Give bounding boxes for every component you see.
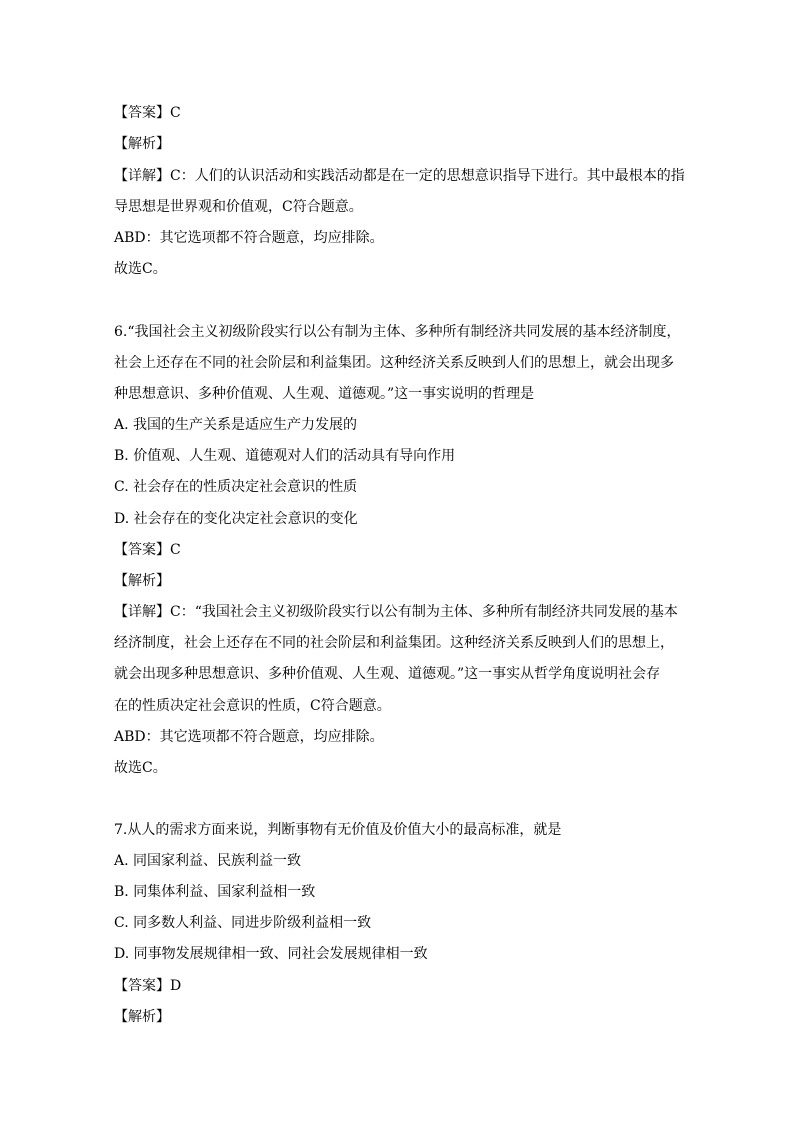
- q6-option-d: D. 社会存在的变化决定社会意识的变化: [114, 511, 358, 527]
- q7-option-b: B. 同集体利益、国家利益相一致: [114, 884, 316, 900]
- q5-choose-line: 故选C。: [114, 261, 167, 277]
- q6-stem-line-1: 6.“我国社会主义初级阶段实行以公有制为主体、多种所有制经济共同发展的基本经济制度，: [114, 324, 681, 340]
- q6-option-c: C. 社会存在的性质决定社会意识的性质: [114, 479, 358, 495]
- q6-option-a: A. 我国的生产关系是适应生产力发展的: [114, 417, 358, 433]
- q6-stem-line-2: 社会上还存在不同的社会阶层和利益集团。这种经济关系反映到人们的思想上，就会出现多: [114, 355, 674, 371]
- q6-stem-line-3: 种思想意识、多种价值观、人生观、道德观。”这一事实说明的哲理是: [114, 386, 535, 402]
- q5-answer: 【答案】C: [114, 105, 181, 121]
- q7-option-c: C. 同多数人利益、同进步阶级利益相一致: [114, 915, 372, 931]
- q7-answer: 【答案】D: [114, 978, 182, 994]
- q7-analysis-label: 【解析】: [114, 1009, 170, 1025]
- q6-detail-line-4: 在的性质决定社会意识的性质，C符合题意。: [114, 698, 391, 714]
- q7-stem-line-1: 7.从人的需求方面来说，判断事物有无价值及价值大小的最高标准，就是: [114, 822, 562, 838]
- q6-analysis-label: 【解析】: [114, 573, 170, 589]
- q5-analysis-label: 【解析】: [114, 136, 170, 152]
- q5-detail-line-1: 【详解】C：人们的认识活动和实践活动都是在一定的思想意识指导下进行。其中最根本的指: [114, 168, 685, 184]
- q7-option-a: A. 同国家利益、民族利益一致: [114, 853, 302, 869]
- q6-detail-line-2: 经济制度，社会上还存在不同的社会阶层和利益集团。这种经济关系反映到人们的思想上，: [114, 635, 674, 651]
- q7-option-d: D. 同事物发展规律相一致、同社会发展规律相一致: [114, 946, 428, 962]
- q6-detail-line-3: 就会出现多种思想意识、多种价值观、人生观、道德观。”这一事实从哲学角度说明社会存: [114, 666, 661, 682]
- q5-abd-line: ABD：其它选项都不符合题意，均应排除。: [114, 230, 384, 246]
- q6-answer: 【答案】C: [114, 542, 181, 558]
- q5-detail-line-2: 导思想是世界观和价值观，C符合题意。: [114, 199, 363, 215]
- q6-abd-line: ABD：其它选项都不符合题意，均应排除。: [114, 729, 384, 745]
- q6-detail-line-1: 【详解】C：“我国社会主义初级阶段实行以公有制为主体、多种所有制经济共同发展的基本: [114, 604, 678, 620]
- q6-option-b: B. 价值观、人生观、道德观对人们的活动具有导向作用: [114, 448, 456, 464]
- q6-choose-line: 故选C。: [114, 760, 167, 776]
